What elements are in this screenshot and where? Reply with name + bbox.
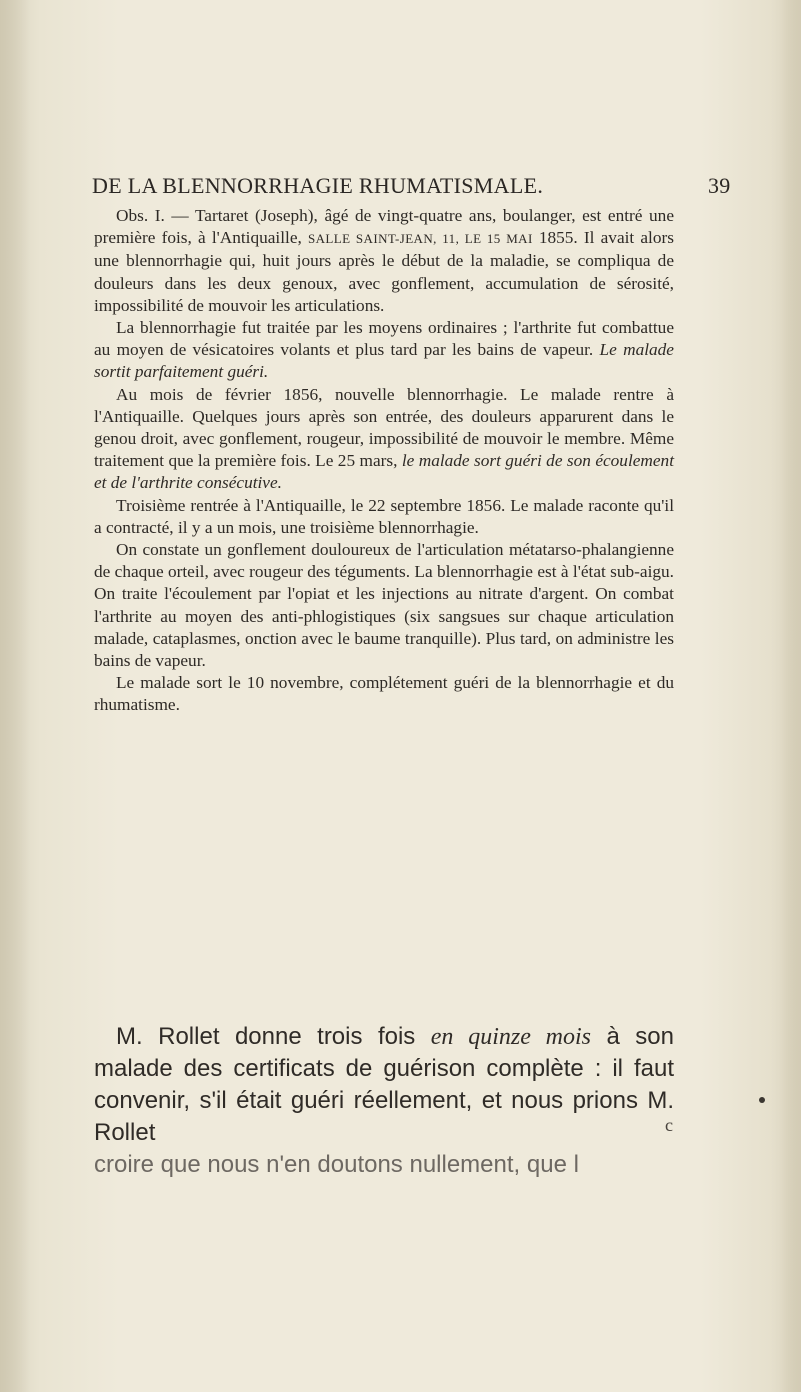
paragraph-second-admission: [94, 384, 674, 495]
commentary-text: [94, 1021, 674, 1181]
para2-text: La blennorrhagie fut traitée par les moyens ordinaires ; l'arthrite fut combattue au moyen de vésicatoires volants et plus tard par les bains de vapeur.: [94, 318, 674, 360]
commentary-paragraph: [94, 1021, 674, 1181]
page-binding-shadow: [0, 0, 30, 1392]
commentary-middle: à son malade des certificats de guérison complète : il faut convenir, s'il était guéri réellement, et nous prions M. Rollet: [94, 1023, 674, 1146]
ward-smallcaps: SALLE SAINT-JEAN, 11, LE 15 MAI: [307, 231, 533, 247]
running-title: DE LA BLENNORRHAGIE RHUMATISMALE.: [92, 173, 544, 198]
paragraph-treatment: [94, 317, 674, 384]
page-edge-shadow: [781, 0, 801, 1392]
page-number: 39: [708, 173, 731, 198]
ink-dot: [759, 1097, 765, 1103]
commentary-italic: en quinze mois: [430, 1024, 592, 1050]
commentary-last-line: croire que nous n'en doutons nullement, que l: [94, 1151, 579, 1178]
paragraph-discharge: Le malade sort le 10 novembre, complétement guéri de la blennorrhagie et du rhumatisme.: [94, 673, 674, 715]
catchword: c: [665, 1115, 673, 1135]
para3-italic: le malade sort guéri de son écoulement et de l'arthrite consécutive.: [94, 451, 675, 493]
para3-text: Au mois de février 1856, nouvelle blennorrhagie. Le malade rentre à l'Antiquaille. Quelques jours après son entrée, des douleurs apparurent dans le genou droit, avec gonflement, rougeur, impossibilité de mouvoir le membre. Même traitement que la première fois. Le 25 mars,: [94, 384, 674, 471]
obs-text-start: Obs. I. — Tartaret (Joseph), âgé de vingt-quatre ans, boulanger, est entré une première fois, à l'Antiquaille,: [94, 206, 674, 248]
paragraph-third-admission: Troisième rentrée à l'Antiquaille, le 22 septembre 1856. Le malade raconte qu'il a contracté, il y a un mois, une troisième blennorrhagie.: [94, 495, 674, 537]
obs-text-end: 1855. Il avait alors une blennorrhagie qui, huit jours après le début de la maladie, se compliqua de douleurs dans les deux genoux, avec gonflement, accumulation de sérosité, impossibilité de mouvoir les articulations.: [94, 228, 674, 315]
running-header: [92, 173, 760, 201]
body-text: [94, 205, 674, 717]
para2-italic: Le malade sortit parfaitement guéri.: [94, 340, 674, 382]
observation-paragraph: [94, 205, 674, 317]
commentary-start: M. Rollet donne trois fois: [116, 1023, 431, 1050]
paragraph-findings: On constate un gonflement douloureux de l'articulation métatarso-phalangienne de chaque orteil, avec rougeur des téguments. La blennorrhagie est à l'état sub-aigu. On traite l'écoulement par l'opiat et les injections au nitrate d'argent. On combat l'arthrite au moyen des anti-phlogistiques (six sangsues sur chaque articulation malade, cataplasmes, onction avec le baume tranquille). Plus tard, on administre les bains de vapeur.: [94, 540, 674, 671]
